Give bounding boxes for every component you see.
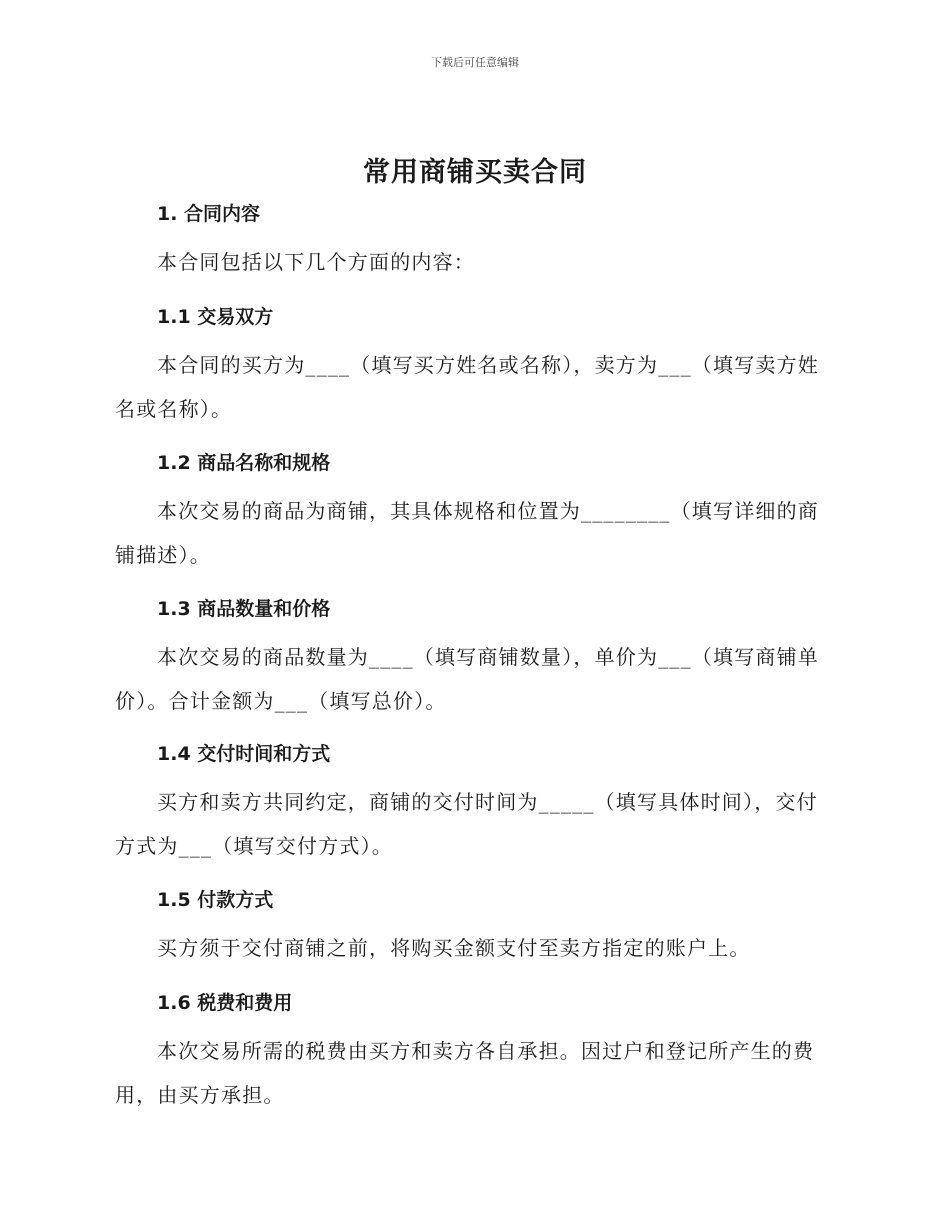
section-1-2-text: 本次交易的商品为商铺，其具体规格和位置为________（填写详细的商铺描述）。	[115, 499, 819, 567]
section-1-3-text: 本次交易的商品数量为____（填写商铺数量），单价为___（填写商铺单价）。合计金额为___（填写总价）。	[115, 645, 819, 713]
section-1-1-text: 本合同的买方为____（填写买方姓名或名称），卖方为___（填写卖方姓名或名称）。	[115, 353, 819, 421]
section-heading-1-6: 1.6 税费和费用	[157, 992, 293, 1014]
section-1-5-text: 买方须于交付商铺之前，将购买金额支付至卖方指定的账户上。	[157, 936, 751, 960]
section-heading-1: 1. 合同内容	[157, 203, 261, 225]
section-heading-1-5: 1.5 付款方式	[157, 889, 274, 911]
document-title: 常用商铺买卖合同	[363, 157, 587, 188]
section-heading-1-3: 1.3 商品数量和价格	[157, 598, 331, 620]
section-1-4-text: 买方和卖方共同约定，商铺的交付时间为_____（填写具体时间），交付方式为___（填写交付方式）。	[115, 790, 818, 858]
section-heading-1-1: 1.1 交易双方	[157, 306, 274, 328]
section-1-intro: 本合同包括以下几个方面的内容：	[157, 250, 475, 274]
section-heading-1-4: 1.4 交付时间和方式	[157, 743, 331, 765]
section-heading-1-2: 1.2 商品名称和规格	[157, 452, 331, 474]
header-note: 下载后可任意编辑	[431, 56, 519, 69]
section-1-6-text: 本次交易所需的税费由买方和卖方各自承担。因过户和登记所产生的费用，由买方承担。	[115, 1039, 815, 1107]
